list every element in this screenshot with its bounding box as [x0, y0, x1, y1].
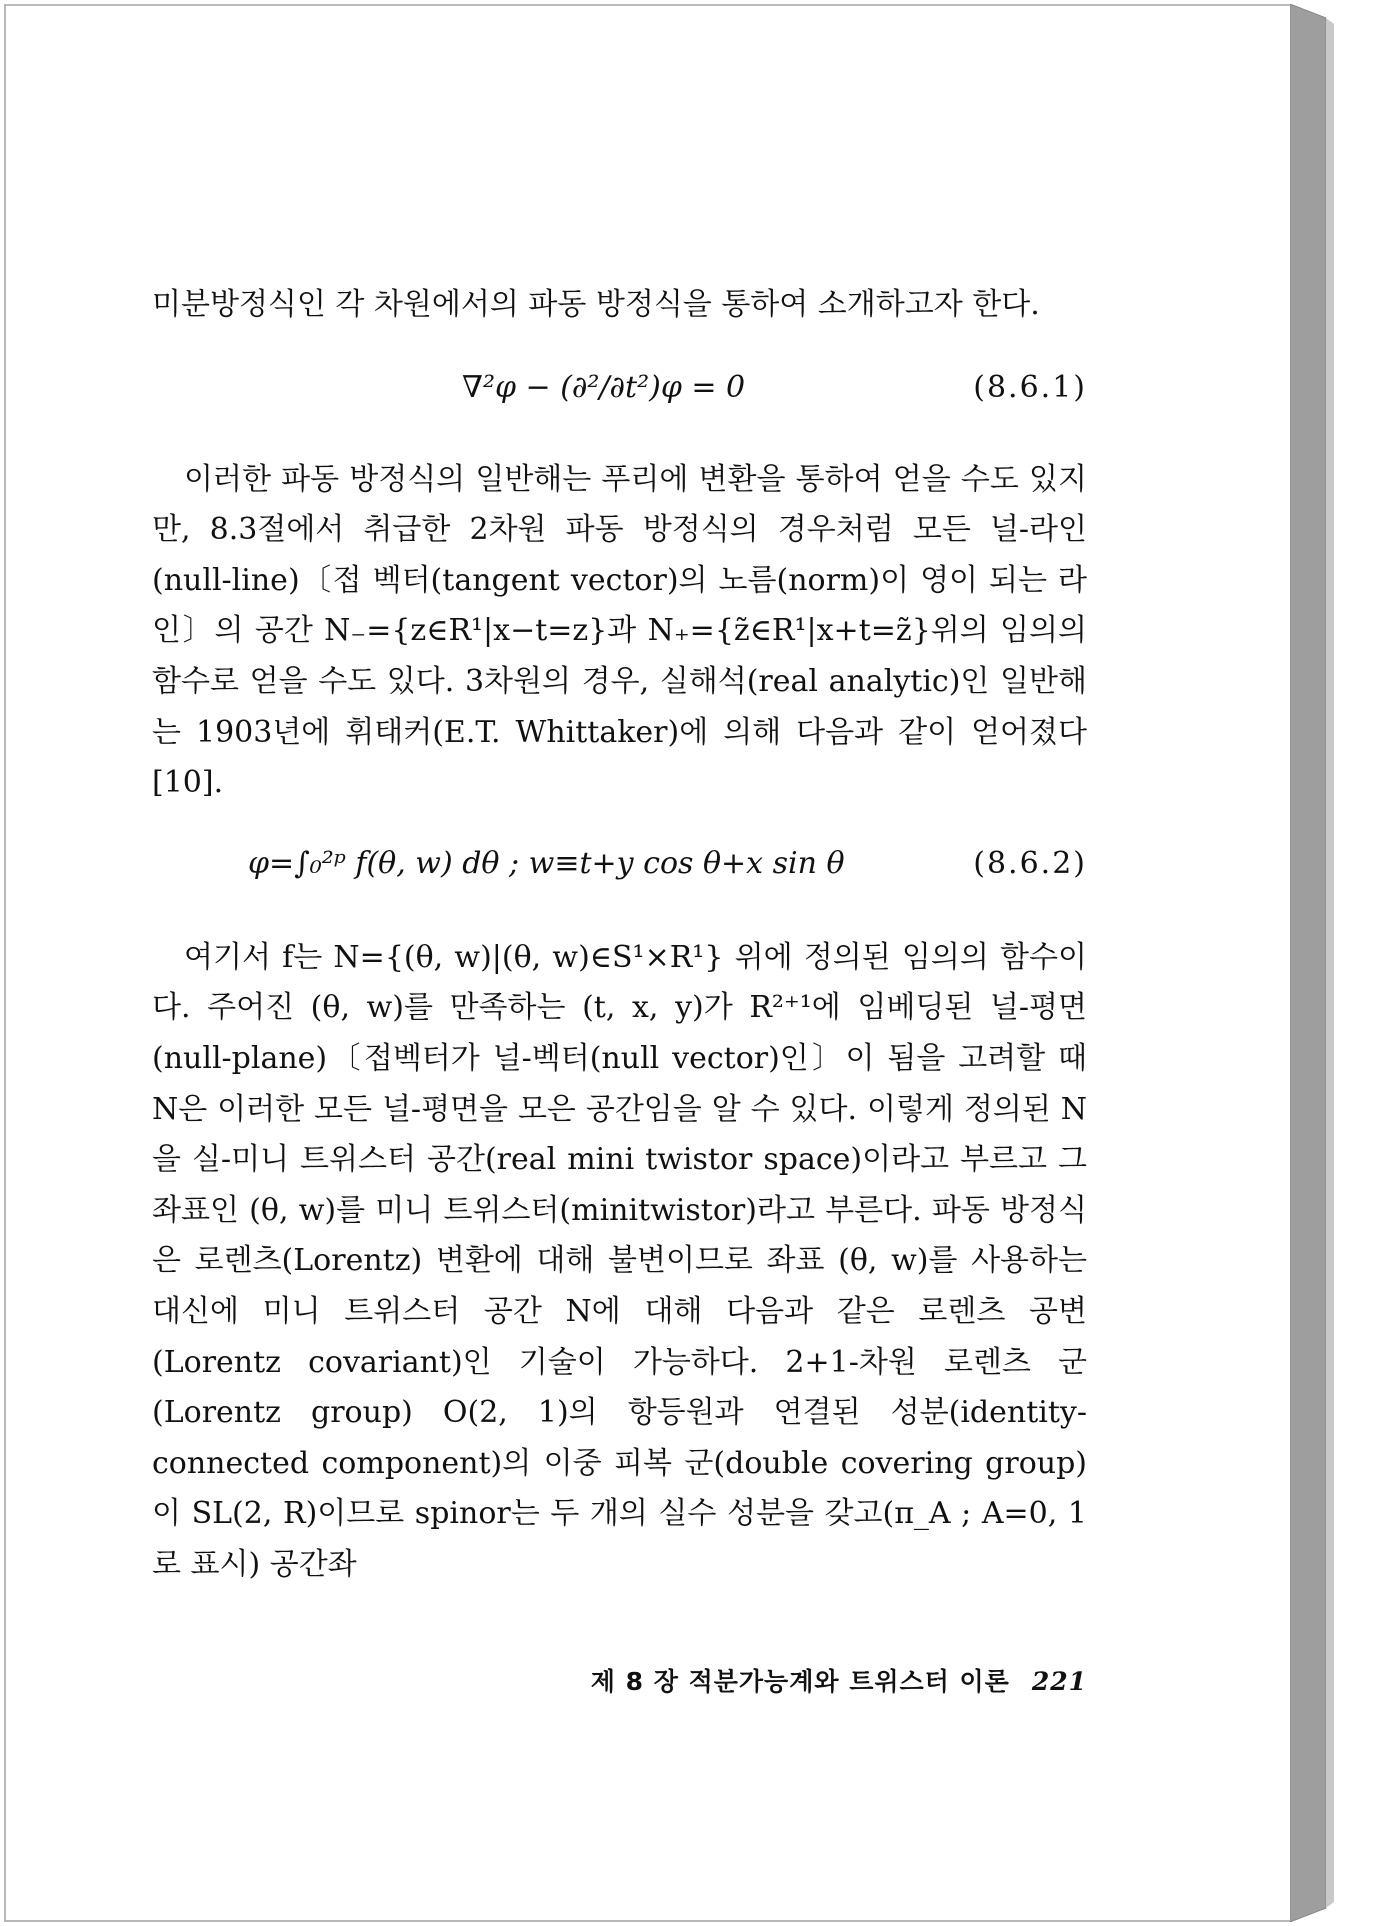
equation-number: (8.6.1) — [973, 369, 1087, 405]
page-body — [152, 280, 1087, 1590]
equation-number: (8.6.2) — [973, 845, 1087, 881]
intro-text: 미분방정식인 각 차원에서의 파동 방정식을 통하여 소개하고자 한다. — [152, 287, 1040, 322]
page-number: 221 — [1031, 1667, 1087, 1696]
equation-expression: ∇²φ − (∂²/∂t²)φ = 0 — [462, 369, 746, 405]
equation-8-6-1 — [152, 345, 1087, 435]
chapter-title: 제 8 장 적분가능계와 트위스터 이론 — [590, 1667, 1010, 1696]
page-edge-shadow — [1290, 4, 1338, 1922]
paragraph: 여기서 f는 N={(θ, w)|(θ, w)∈S¹×R¹} 위에 정의된 임의의 함수이다. 주어진 (θ, w)를 만족하는 (t, x, y)가 R²⁺¹에 임베딩된 널-평면(null-plane)〔접벡터가 널-벡터(null vector)인〕이 됨을 고려할 때 N은 이러한 모든 널-평면을 모은 공간임을 알 수 있다. 이렇게 정의된 N을 실-미니 트위스터 공간(real mini twistor space)이라고 부르고 그 좌표인 (θ, w)를 미니 트위스터(minitwistor)라고 부른다. 파동 방정식은 로렌츠(Lorentz) 변환에 대해 불변이므로 좌표 (θ, w)를 사용하는 대신에 미니 트위스터 공간 N에 대해 다음과 같은 로렌츠 공변(Lorentz covariant)인 기술이 가능하다. 2+1-차원 로렌츠 군(Lorentz group) O(2, 1)의 항등원과 연결된 성분(identity-connected component)의 이중 피복 군(double covering group)이 SL(2, R)이므로 spinor는 두 개의 실수 성분을 갖고(π_A ; A=0, 1로 표시) 공간좌 — [152, 939, 1087, 1582]
paragraph: 이러한 파동 방정식의 일반해는 푸리에 변환을 통하여 얻을 수도 있지만, 8.3절에서 취급한 2차원 파동 방정식의 경우처럼 모든 널-라인(null-line)〔접 벡터(tangent vector)의 노름(norm)이 영이 되는 라인〕의 공간 N₋={z∈R¹|x−t=z}과 N₊={z̃∈R¹|x+t=z̃}위의 임의의 함수로 얻을 수도 있다. 3차원의 경우, 실해석(real analytic)인 일반해는 1903년에 휘태커(E.T. Whittaker)에 의해 다음과 같이 얻어졌다[10]. — [152, 461, 1087, 801]
equation-8-6-2 — [152, 821, 1087, 911]
page-footer — [560, 1662, 1087, 1698]
equation-expression: φ=∫₀²ᵖ f(θ, w) dθ ; w≡t+y cos θ+x sin θ — [248, 845, 845, 881]
